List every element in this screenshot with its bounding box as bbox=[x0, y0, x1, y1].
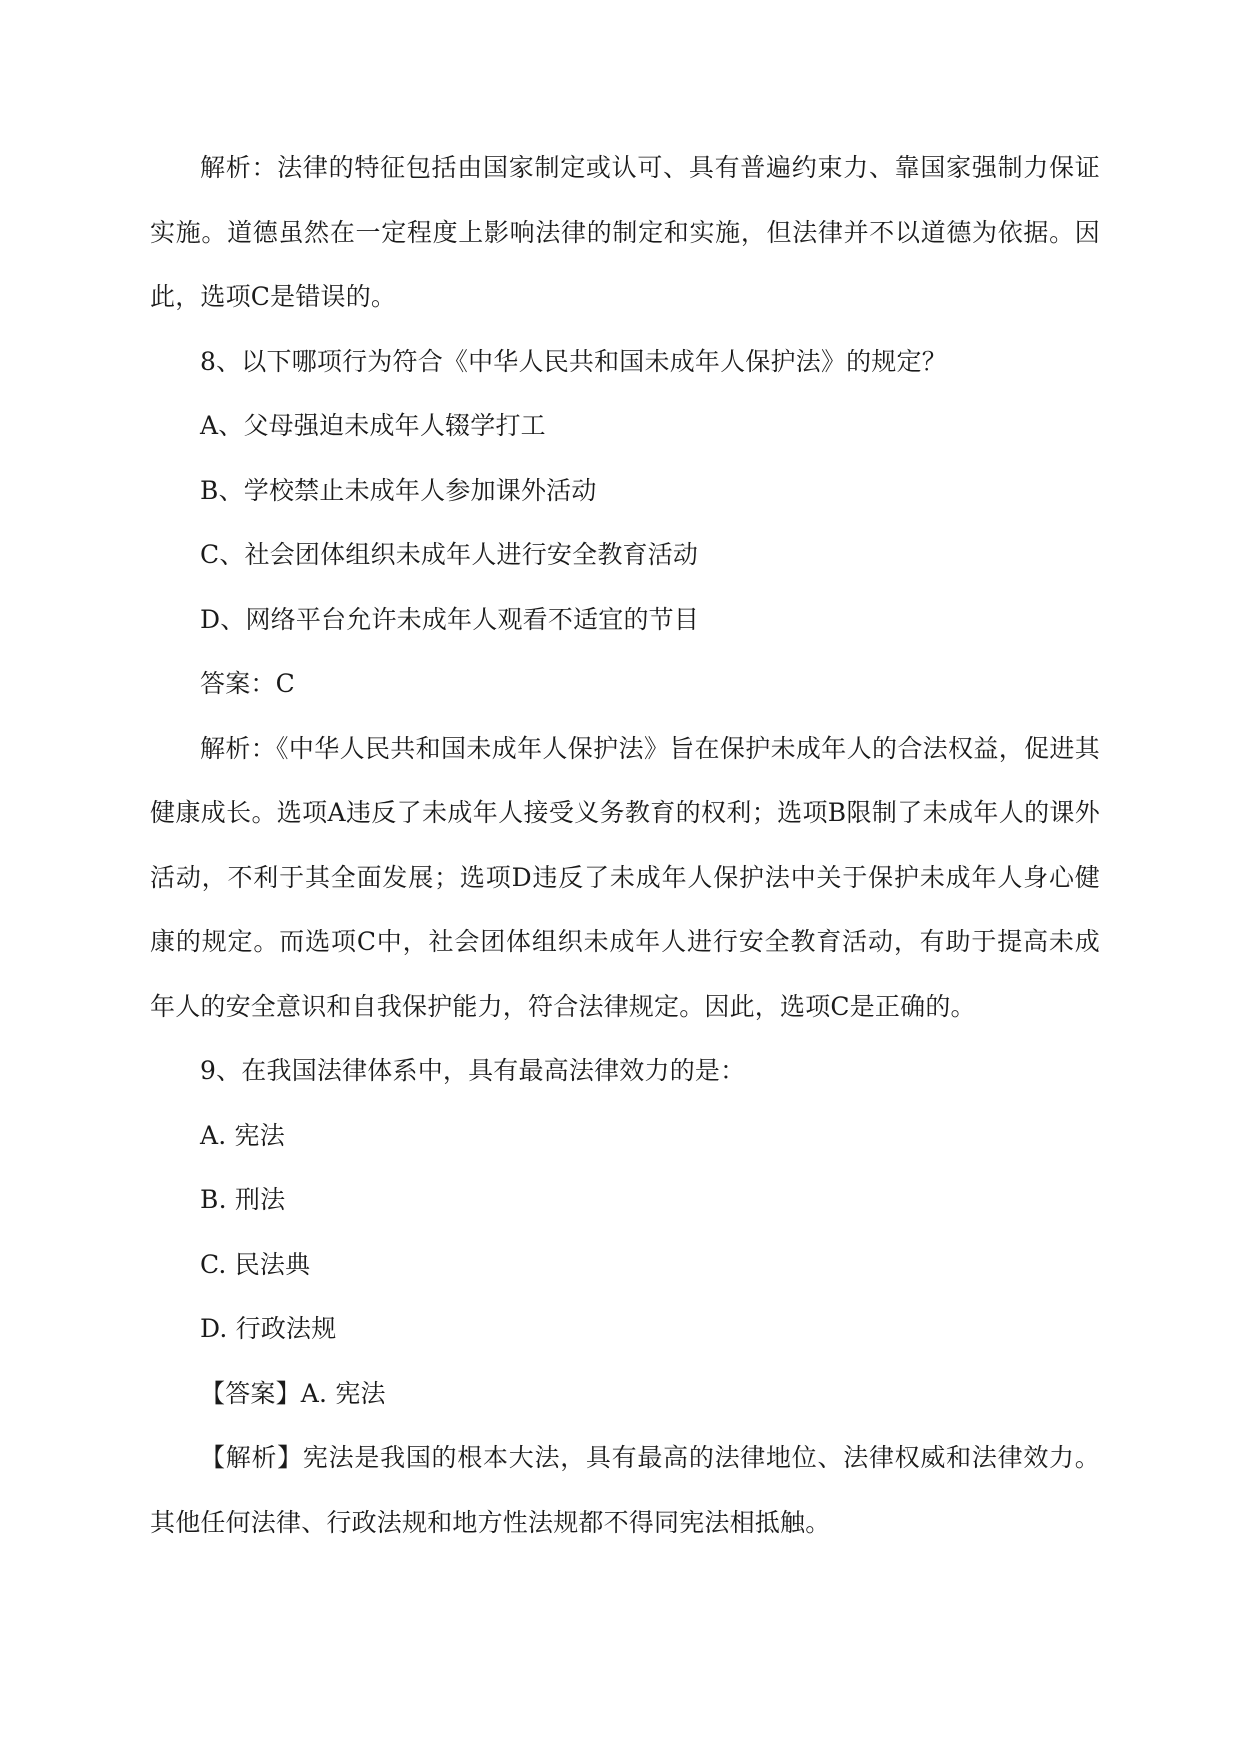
document-page bbox=[150, 136, 1100, 1555]
question-9-option-d: D. 行政法规 bbox=[200, 1314, 337, 1343]
question-8: 8、以下哪项行为符合《中华人民共和国未成年人保护法》的规定？ bbox=[200, 346, 947, 376]
question-8-option-a: A、父母强迫未成年人辍学打工 bbox=[200, 411, 546, 440]
question-8-answer: 答案：C bbox=[200, 669, 295, 698]
question-9-option-c: C. 民法典 bbox=[200, 1249, 311, 1279]
question-9-option-a: A. 宪法 bbox=[200, 1120, 285, 1150]
question-9: 9、在我国法律体系中，具有最高法律效力的是： bbox=[200, 1056, 746, 1085]
question-8-option-d: D、网络平台允许未成年人观看不适宜的节目 bbox=[200, 604, 700, 634]
question-8-option-c: C、社会团体组织未成年人进行安全教育活动 bbox=[200, 540, 699, 569]
question-8-option-b: B、学校禁止未成年人参加课外活动 bbox=[200, 475, 597, 505]
question-8-analysis: 解析：《中华人民共和国未成年人保护法》旨在保护未成年人的合法权益，促进其健康成长。选项A违反了未成年人接受义务教育的权利；选项B限制了未成年人的课外活动，不利于其全面发展；选项D违反了未成年人保护法中关于保护未成年人身心健康的规定。而选项C中，社会团体组织未成年人进行安全教育活动，有助于提高未成年人的安全意识和自我保护能力，符合法律规定。因此，选项C是正确的。 bbox=[150, 733, 1100, 1021]
question-9-analysis: 【解析】宪法是我国的根本大法，具有最高的法律地位、法律权威和法律效力。其他任何法律、行政法规和地方性法规都不得同宪法相抵触。 bbox=[150, 1443, 1100, 1537]
question-9-option-b: B. 刑法 bbox=[200, 1185, 286, 1214]
question-9-answer: 【答案】A. 宪法 bbox=[200, 1378, 386, 1408]
previous-question-analysis: 解析：法律的特征包括由国家制定或认可、具有普遍约束力、靠国家强制力保证实施。道德虽然在一定程度上影响法律的制定和实施，但法律并不以道德为依据。因此，选项C是错误的。 bbox=[150, 153, 1100, 311]
